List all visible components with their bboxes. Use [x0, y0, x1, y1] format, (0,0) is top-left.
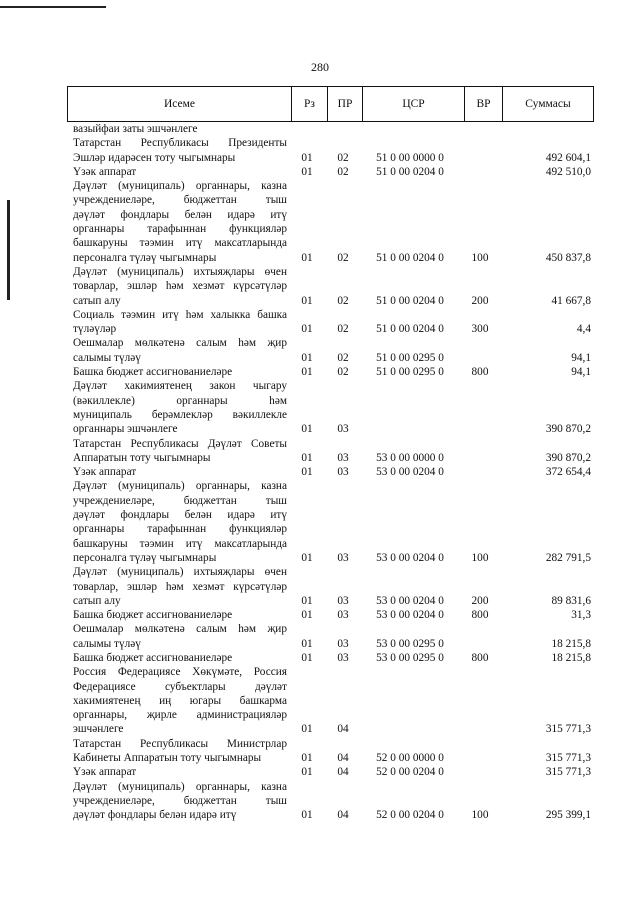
row-sum: 282 791,5: [545, 551, 591, 564]
row-pr: 02: [337, 151, 349, 164]
row-name-line: Үзәк аппарат: [73, 165, 137, 178]
page-number: 280: [311, 60, 329, 74]
row-csr: 52 0 00 0000 0: [376, 752, 444, 765]
row-sum: 315 771,3: [545, 723, 591, 736]
table-row: [73, 265, 591, 308]
row-csr: 51 0 00 0204 0: [376, 165, 444, 178]
header-name: Исеме: [68, 87, 292, 121]
row-name: [73, 165, 287, 179]
row-rz: 01: [301, 723, 313, 736]
row-rz: 01: [301, 323, 313, 336]
row-name: [73, 336, 287, 365]
row-rz: 01: [301, 766, 313, 779]
row-csr: 51 0 00 0204 0: [376, 294, 444, 307]
row-name-line: башкаруны тәэмин итү максатларында: [73, 237, 287, 250]
row-name-line: (вәкиллекле) органнары һәм: [73, 394, 287, 407]
row-sum: 31,3: [571, 609, 591, 622]
row-name: [73, 737, 287, 766]
row-name: [73, 379, 287, 436]
row-rz: 01: [301, 752, 313, 765]
row-name-line: персоналга түләү чыгымнары: [73, 551, 217, 564]
header-csr: ЦСР: [363, 87, 465, 121]
row-name-line: хакимиятенең иң югары башкарма: [73, 694, 287, 707]
row-vr: 100: [471, 551, 489, 564]
row-sum: 315 771,3: [545, 766, 591, 779]
table-row: [73, 465, 591, 479]
row-sum: 492 604,1: [545, 151, 591, 164]
table-row: [73, 165, 591, 179]
row-name-line: Дәүләт (муниципаль) ихтыяҗлары өчен: [73, 265, 287, 278]
row-rz: 01: [301, 651, 313, 664]
row-name: [73, 608, 287, 622]
row-name-line: органнары тарафыннан функцияләр: [73, 523, 287, 536]
row-rz: 01: [301, 165, 313, 178]
row-name: [73, 122, 287, 136]
row-rz: 01: [301, 451, 313, 464]
table-body: [73, 122, 591, 823]
table-row: [73, 308, 591, 337]
table-row: [73, 651, 591, 665]
row-sum: 94,1: [571, 351, 591, 364]
row-vr: 800: [471, 609, 489, 622]
row-vr: 300: [471, 323, 489, 336]
row-name-line: Үзәк аппарат: [73, 466, 137, 479]
row-name: [73, 265, 287, 308]
row-rz: 01: [301, 351, 313, 364]
row-name-line: Федерациясе субъектлары дәүләт: [73, 680, 287, 693]
row-name-line: Оешмалар мөлкәтенә салым һәм җир: [73, 623, 287, 636]
row-vr: 100: [471, 809, 489, 822]
table-row: [73, 379, 591, 436]
row-csr: 53 0 00 0204 0: [376, 466, 444, 479]
row-name-line: Дәүләт (муниципаль) органнары, казна: [73, 780, 287, 793]
row-name-line: органнары тарафыннан функцияләр: [73, 223, 287, 236]
row-csr: 53 0 00 0000 0: [376, 451, 444, 464]
row-sum: 94,1: [571, 366, 591, 379]
row-sum: 18 215,8: [551, 651, 591, 664]
row-pr: 03: [337, 423, 349, 436]
row-pr: 04: [337, 809, 349, 822]
table-row: [73, 336, 591, 365]
row-vr: 800: [471, 366, 489, 379]
row-name-line: Башка бюджет ассигнованиеләре: [73, 609, 233, 622]
row-rz: 01: [301, 466, 313, 479]
table-row: [73, 479, 591, 565]
row-name: [73, 308, 287, 337]
table-row: [73, 365, 591, 379]
row-name-line: Башка бюджет ассигнованиеләре: [73, 651, 233, 664]
row-name-line: Үзәк аппарат: [73, 766, 137, 779]
row-name: [73, 136, 287, 165]
row-name-line: дәүләт фондлары белән идарә итү: [73, 809, 237, 822]
row-rz: 01: [301, 151, 313, 164]
row-csr: 53 0 00 0295 0: [376, 651, 444, 664]
row-pr: 03: [337, 466, 349, 479]
row-csr: 52 0 00 0204 0: [376, 766, 444, 779]
row-csr: 53 0 00 0204 0: [376, 594, 444, 607]
row-name-line: Социаль тәэмин итү һәм халыкка башка: [73, 308, 287, 321]
row-name: [73, 365, 287, 379]
table-row: [73, 780, 591, 823]
row-csr: 51 0 00 0295 0: [376, 366, 444, 379]
row-name: [73, 622, 287, 651]
row-name-line: учреждениеләре, бюджеттан тыш: [73, 194, 287, 207]
row-pr: 02: [337, 323, 349, 336]
row-rz: 01: [301, 551, 313, 564]
row-sum: 315 771,3: [545, 752, 591, 765]
row-vr: 200: [471, 594, 489, 607]
row-name: [73, 179, 287, 265]
row-name-line: сатып алу: [73, 594, 121, 607]
row-pr: 03: [337, 451, 349, 464]
row-name-line: муниципаль берәмлекләр вәкиллекле: [73, 408, 287, 421]
row-name-line: салымы түләү: [73, 351, 141, 364]
row-rz: 01: [301, 251, 313, 264]
table-row: [73, 179, 591, 265]
row-sum: 492 510,0: [545, 165, 591, 178]
row-sum: 41 667,8: [551, 294, 591, 307]
table-row: [73, 608, 591, 622]
row-csr: 53 0 00 0295 0: [376, 637, 444, 650]
row-name: [73, 465, 287, 479]
row-name: [73, 437, 287, 466]
row-pr: 02: [337, 351, 349, 364]
row-name-line: учреждениеләре, бюджеттан тыш: [73, 494, 287, 507]
row-name-line: түләүләр: [73, 323, 117, 336]
row-sum: 89 831,6: [551, 594, 591, 607]
row-csr: 53 0 00 0204 0: [376, 551, 444, 564]
row-sum: 372 654,4: [545, 466, 591, 479]
row-vr: 200: [471, 294, 489, 307]
row-name-line: учреждениеләре, бюджеттан тыш: [73, 794, 287, 807]
row-vr: 100: [471, 251, 489, 264]
row-name-line: дәүләт фондлары белән идарә итү: [73, 509, 287, 522]
row-sum: 18 215,8: [551, 637, 591, 650]
row-pr: 02: [337, 251, 349, 264]
table-header: [67, 86, 594, 122]
row-name-line: Дәүләт (муниципаль) ихтыяҗлары өчен: [73, 566, 287, 579]
row-rz: 01: [301, 294, 313, 307]
row-name-line: Дәүләт хакимиятенең закон чыгару: [73, 380, 287, 393]
row-pr: 03: [337, 594, 349, 607]
row-name-line: персоналга түләү чыгымнары: [73, 251, 217, 264]
row-name-line: салымы түләү: [73, 637, 141, 650]
row-sum: 390 870,2: [545, 451, 591, 464]
row-pr: 04: [337, 723, 349, 736]
row-pr: 03: [337, 609, 349, 622]
row-name-line: Россия Федерациясе Хөкүмәте, Россия: [73, 666, 287, 679]
row-pr: 03: [337, 637, 349, 650]
row-pr: 02: [337, 366, 349, 379]
row-name-line: товарлар, эшләр һәм хезмәт күрсәтүләр: [73, 280, 287, 293]
row-name: [73, 565, 287, 608]
row-name: [73, 651, 287, 665]
row-csr: 53 0 00 0204 0: [376, 609, 444, 622]
row-csr: 52 0 00 0204 0: [376, 809, 444, 822]
row-sum: 390 870,2: [545, 423, 591, 436]
table-row: [73, 765, 591, 779]
row-csr: 51 0 00 0295 0: [376, 351, 444, 364]
row-name-line: Оешмалар мөлкәтенә салым һәм җир: [73, 337, 287, 350]
row-pr: 02: [337, 165, 349, 178]
row-rz: 01: [301, 609, 313, 622]
row-name: [73, 765, 287, 779]
row-rz: 01: [301, 423, 313, 436]
row-name-line: органнары эшчәнлеге: [73, 423, 178, 436]
table-row: [73, 565, 591, 608]
row-csr: 51 0 00 0000 0: [376, 151, 444, 164]
row-name-line: Эшләр идарәсен тоту чыгымнары: [73, 151, 236, 164]
scan-edge-mark-left: [7, 200, 10, 300]
row-rz: 01: [301, 366, 313, 379]
row-name: [73, 665, 287, 736]
header-sum: Суммасы: [525, 98, 571, 110]
row-name-line: сатып алу: [73, 294, 121, 307]
row-vr: 800: [471, 651, 489, 664]
row-pr: 02: [337, 294, 349, 307]
table-row: [73, 136, 591, 165]
row-name-line: Татарстан Республикасы Президенты: [73, 137, 287, 150]
row-rz: 01: [301, 809, 313, 822]
header-pr: ПР: [328, 87, 363, 121]
table-row: [73, 122, 591, 136]
row-name-line: Татарстан Республикасы Дәүләт Советы: [73, 437, 287, 450]
row-pr: 04: [337, 752, 349, 765]
row-name: [73, 479, 287, 565]
row-sum: 295 399,1: [545, 809, 591, 822]
row-sum: 450 837,8: [545, 251, 591, 264]
row-sum: 4,4: [576, 323, 591, 336]
row-name-line: башкаруны тәэмин итү максатларында: [73, 537, 287, 550]
row-name-line: Башка бюджет ассигнованиеләре: [73, 366, 233, 379]
row-name-line: вазыйфаи заты эшчәнлеге: [73, 123, 198, 135]
row-rz: 01: [301, 594, 313, 607]
row-csr: 51 0 00 0204 0: [376, 251, 444, 264]
row-pr: 03: [337, 651, 349, 664]
row-csr: 51 0 00 0204 0: [376, 323, 444, 336]
row-name-line: Аппаратын тоту чыгымнары: [73, 451, 211, 464]
table-row: [73, 622, 591, 651]
row-name-line: Дәүләт (муниципаль) органнары, казна: [73, 180, 287, 193]
row-pr: 04: [337, 766, 349, 779]
table-row: [73, 437, 591, 466]
row-pr: 03: [337, 551, 349, 564]
row-name-line: дәүләт фондлары белән идарә итү: [73, 208, 287, 221]
row-name: [73, 780, 287, 823]
row-name-line: Кабинеты Аппаратын тоту чыгымнары: [73, 752, 262, 765]
table-row: [73, 737, 591, 766]
row-name-line: Татарстан Республикасы Министрлар: [73, 737, 287, 750]
row-name-line: органнары, җирле администрацияләр: [73, 709, 287, 722]
row-name-line: товарлар, эшләр һәм хезмәт күрсәтүләр: [73, 580, 287, 593]
header-vr: ВР: [465, 87, 503, 121]
table-row: [73, 665, 591, 736]
row-name-line: Дәүләт (муниципаль) органнары, казна: [73, 480, 287, 493]
row-rz: 01: [301, 637, 313, 650]
header-rz: Рз: [292, 87, 328, 121]
scan-edge-mark-top: [0, 6, 106, 8]
row-name-line: эшчәнлеге: [73, 723, 124, 736]
